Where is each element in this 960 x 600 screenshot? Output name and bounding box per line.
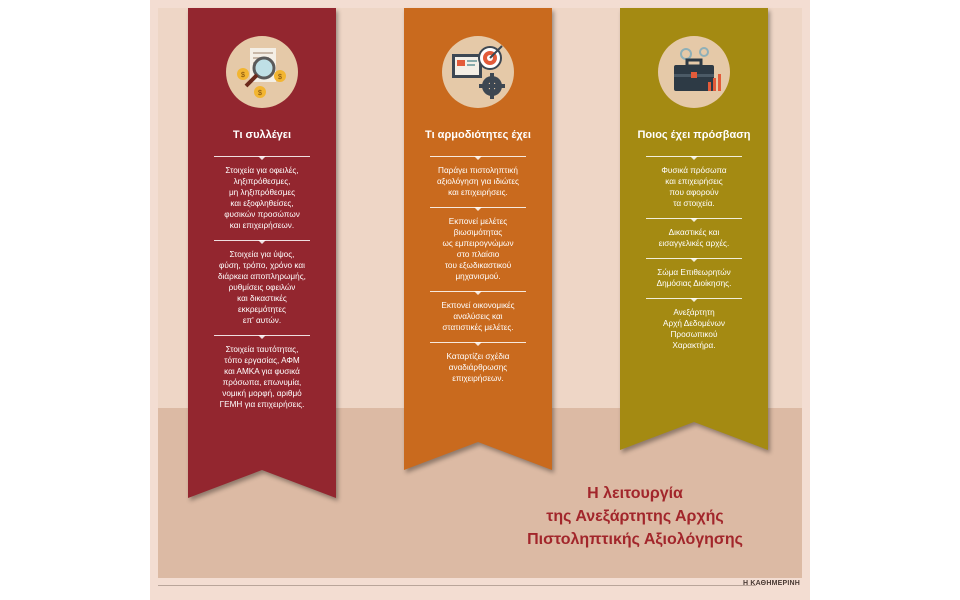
item-divider — [646, 156, 742, 157]
magnifier-coins-icon — [226, 36, 298, 108]
briefcase-icon — [658, 36, 730, 108]
item-divider — [430, 207, 526, 208]
publisher-credit: Η ΚΑΘΗΜΕΡΙΝΗ — [742, 580, 800, 587]
list-item: Ανεξάρτητη Αρχή Δεδομένων Προσωπικού Χαρακτήρα. — [663, 308, 725, 350]
target-gear-icon — [442, 36, 514, 108]
heading-competences: Τι αρμοδιότητες έχει — [425, 129, 531, 141]
list-item: Παράγει πιστοληπτική αξιολόγηση για ιδιώτες και επιχειρήσεις. — [437, 166, 519, 197]
heading-collects: Τι συλλέγει — [232, 129, 292, 141]
list-collects — [212, 156, 312, 419]
footer-divider — [158, 585, 756, 586]
ribbon-competences — [404, 8, 552, 470]
item-divider — [646, 218, 742, 219]
item-divider — [430, 156, 526, 157]
list-access — [644, 156, 744, 360]
item-divider — [214, 156, 310, 157]
ribbon-access — [620, 8, 768, 450]
svg-text:$: $ — [258, 90, 262, 97]
item-divider — [214, 240, 310, 241]
list-item: Δικαστικές και εισαγγελικές αρχές. — [658, 228, 730, 248]
infographic-title: Η λειτουργία της Ανεξάρτητης Αρχής Πιστοληπτικής Αξιολόγησης — [527, 485, 743, 548]
ribbon-collects — [188, 8, 336, 498]
item-divider — [430, 342, 526, 343]
list-item: Στοιχεία για ύψος, φύση, τρόπο, χρόνο και διάρκεια αποπληρωμής, ρυθμίσεις οφειλών και δικαστικές εκκρεμότητες επ' αυτών. — [218, 250, 306, 325]
list-item: Καταρτίζει σχέδια αναδιάρθρωσης επιχειρήσεων. — [446, 352, 510, 383]
item-divider — [430, 291, 526, 292]
svg-text:$: $ — [241, 72, 245, 79]
item-divider — [214, 335, 310, 336]
list-item: Στοιχεία για οφειλές, ληξιπρόθεσμες, μη ληξιπρόθεσμες και εξοφληθείσες, φυσικών προσώπων και επιχειρήσεων. — [224, 166, 300, 230]
list-item: Εκπονεί μελέτες βιωσιμότητας ως εμπειρογνώμων στο πλαίσιο του εξωδικαστικού μηχανισμού. — [442, 217, 514, 281]
svg-text:$: $ — [278, 74, 282, 81]
list-item: Στοιχεία ταυτότητας, τόπο εργασίας, ΑΦΜ και ΑΜΚΑ για φυσικά πρόσωπα, επωνυμία, νομική μορφή, αριθμό ΓΕΜΗ για επιχειρήσεις. — [219, 345, 305, 409]
list-competences — [428, 156, 528, 393]
heading-access: Ποιος έχει πρόσβαση — [637, 129, 751, 141]
item-divider — [646, 258, 742, 259]
list-item: Σώμα Επιθεωρητών Δημόσιας Διοίκησης. — [656, 268, 732, 288]
list-item: Φυσικά πρόσωπα και επιχειρήσεις που αφορούν τα στοιχεία. — [661, 166, 727, 208]
item-divider — [646, 298, 742, 299]
list-item: Εκπονεί οικονομικές αναλύσεις και στατιστικές μελέτες. — [441, 301, 515, 332]
